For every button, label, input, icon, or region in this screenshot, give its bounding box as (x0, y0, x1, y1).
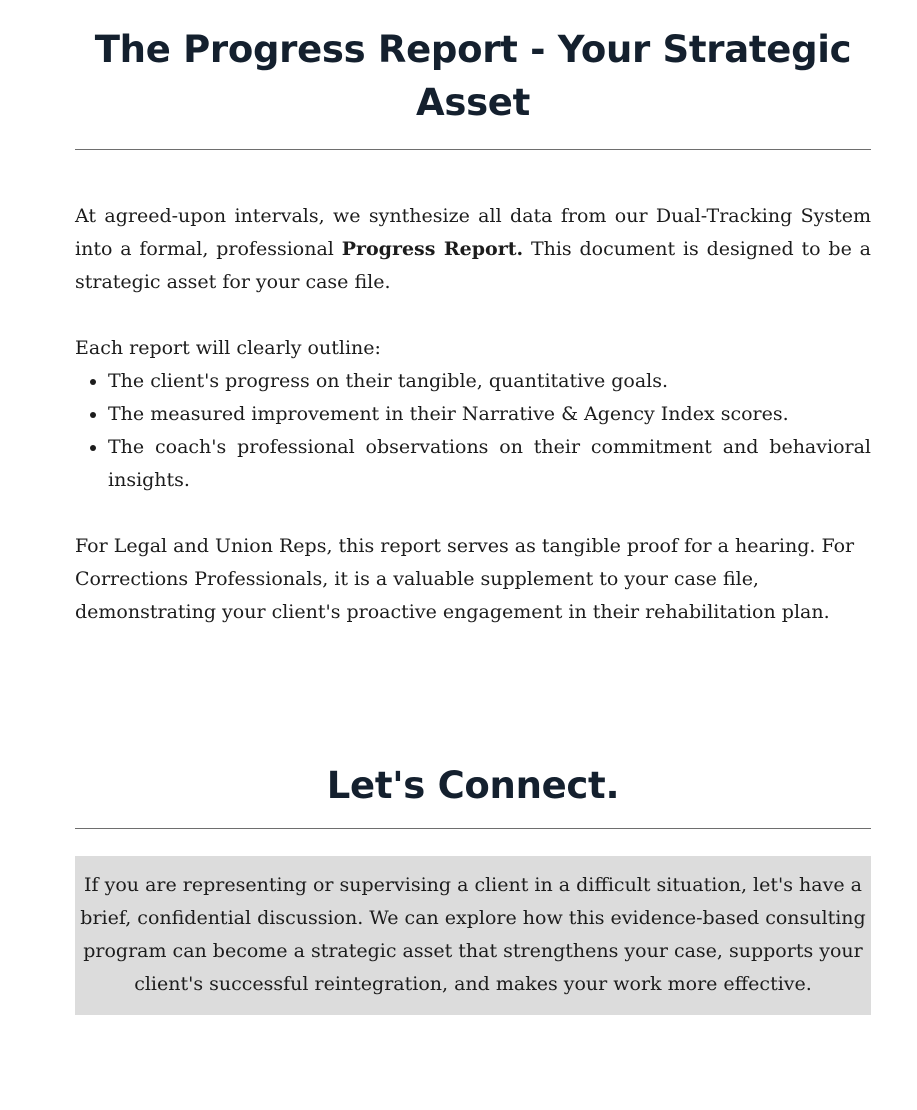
connect-title: Let's Connect. (326, 764, 620, 807)
page-title: The Progress Report - Your Strategic Asset (94, 28, 852, 124)
document-page (75, 0, 871, 1015)
callout-text: If you are representing or supervising a client in a difficult situation, let's have a brief, confidential discussion. We can explore how this evidence-based consulting program can become a strategic asset that strengthens your case, supports your client's successful reintegration, and makes your work more effective. (80, 874, 866, 995)
outline-intro: Each report will clearly outline: (75, 337, 381, 359)
outline-item-coach-observations: • The coach's professional observations on their commitment and behavioral insights. (108, 431, 871, 497)
reps-paragraph: For Legal and Union Reps, this report serves as tangible proof for a hearing. For Corrections Professionals, it is a valuable supplement to your case file, demonstrating your client's proactive engagement in their rehabilitation plan. (75, 535, 855, 623)
title-divider (75, 149, 871, 150)
intro-text-start: At agreed-upon intervals, we synthesize all data from our Dual-Tracking System into a formal, professional (75, 205, 871, 260)
intro-paragraph (75, 200, 871, 299)
connect-divider (75, 828, 871, 829)
outline-list (75, 365, 871, 497)
connect-callout (75, 856, 871, 1015)
outline-item-goals: • The client's progress on their tangible, quantitative goals. (108, 365, 871, 398)
progress-report-emphasis: Progress Report. (341, 238, 524, 260)
intro-text-end: This document is designed to be a strategic asset for your case file. (75, 238, 871, 293)
outline-item-index-scores: • The measured improvement in their Narrative & Agency Index scores. (108, 398, 871, 431)
